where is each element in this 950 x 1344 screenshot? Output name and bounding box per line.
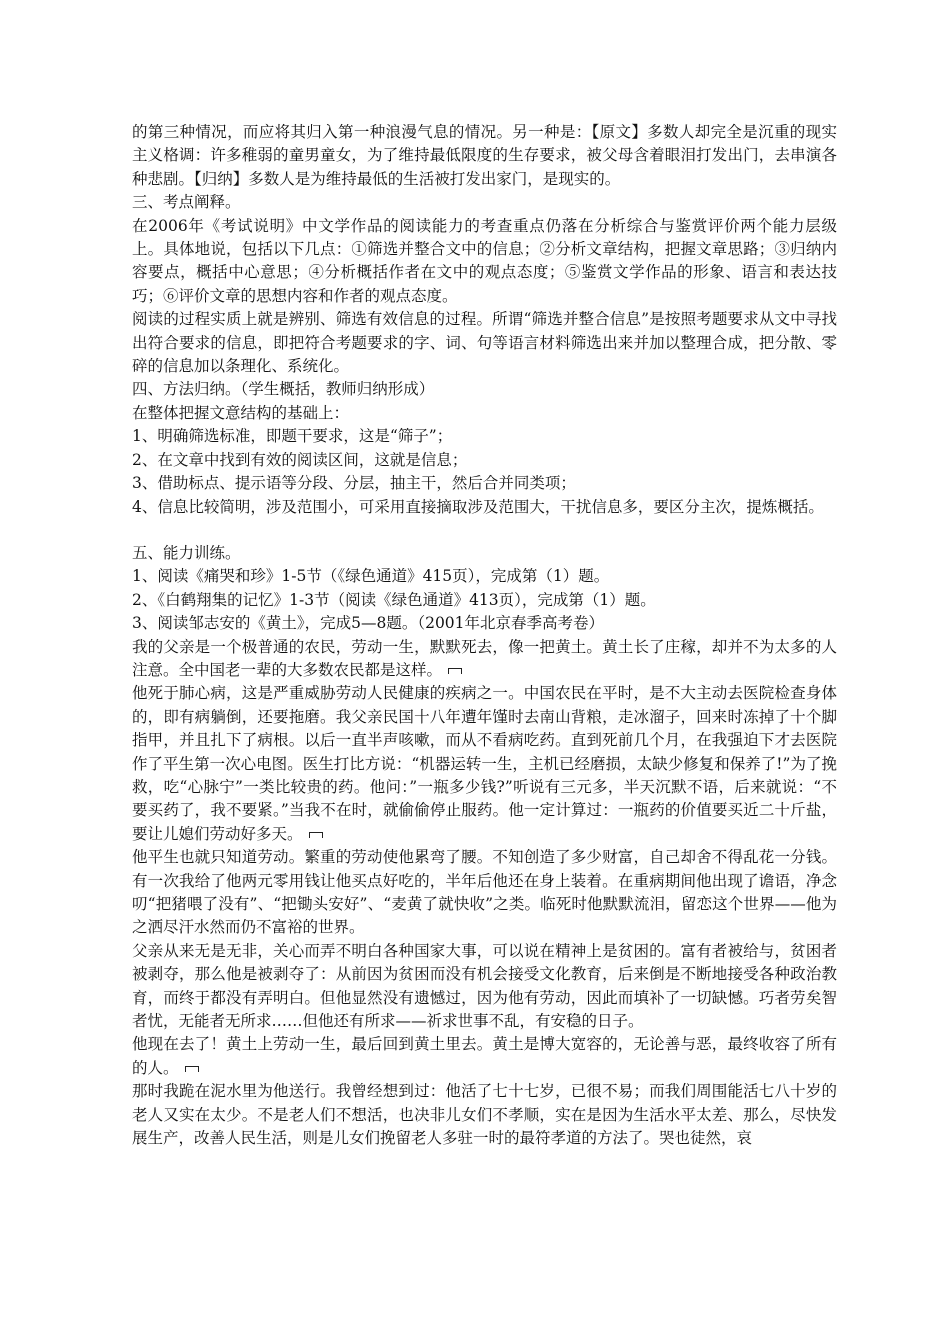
- paragraph: [132, 472, 837, 495]
- paragraph: [132, 425, 837, 448]
- paragraph: [132, 121, 837, 191]
- paragraph: [132, 1080, 837, 1150]
- paragraph-text: 他死于肺心病，这是严重威胁劳动人民健康的疾病之一。中国农民在平时，是不大主动去医院检查身体的，即有病躺倒，还要拖磨。我父亲民国十八年遭年馑时去南山背粮，走冰溜子，回来时冻掉了十个脚指甲，并且扎下了病根。以后一直半声咳嗽，而从不看病吃药。直到死前几个月，在我强迫下才去医院作了平生第一次心电图。医生打比方说：“机器运转一生，主机已经磨损，太缺少修复和保养了!”为了挽救，吃“心脉宁”一类比较贵的药。他问：”一瓶多少钱?”听说有三元多，半天沉默不语，后来就说：“不要买药了，我不要紧。”当我不在时，就偷偷停止服药。他一定计算过：一瓶药的价值要买近二十斤盐，要让儿媳们劳动好多天。: [132, 684, 837, 843]
- paragraph: [132, 612, 837, 635]
- paragraph-text: 1、阅读《痛哭和珍》1-5节（《绿色通道》415页），完成第（1）题。: [132, 567, 610, 586]
- paragraph-text: 父亲从来无是无非，关心而弄不明白各种国家大事，可以说在精神上是贫困的。富有者被给与，贫困者被剥夺，那么他是被剥夺了：从前因为贫困而没有机会接受文化教育，后来倒是不断地接受各种政治教育，而终于都没有弄明白。但他显然没有遗憾过，因为他有劳动，因此而填补了一切缺憾。巧者劳矣智者忧，无能者无所求……但他还有所求——祈求世事不乱，有安稳的日子。: [132, 941, 837, 1031]
- paragraph-text: 2、《白鹤翔集的记忆》1-3节（阅读《绿色通道》413页），完成第（1）题。: [132, 590, 656, 609]
- paragraph: [132, 449, 837, 472]
- paragraph-text: 3、借助标点、提示语等分段、分层，抽主干，然后合并同类项；: [132, 474, 576, 493]
- paragraph: [132, 378, 837, 401]
- paragraph: [132, 589, 837, 612]
- document-page: [132, 121, 837, 1150]
- paragraph: [132, 846, 837, 940]
- paragraph: [132, 215, 837, 309]
- paragraph-text: 1、明确筛选标准，即题干要求，这是“筛子”；: [132, 427, 453, 446]
- paragraph: [132, 1033, 837, 1080]
- paragraph: [132, 682, 837, 846]
- paragraph-text: 4、信息比较简明，涉及范围小，可采用直接摘取涉及范围大，干扰信息多，要区分主次，提炼概括。: [132, 497, 824, 516]
- paragraph-text: 三、考点阐释。: [132, 193, 241, 212]
- paragraph-text: 3、阅读邹志安的《黄土》，完成5—8题。（2001年北京春季高考卷）: [132, 614, 605, 633]
- paragraph-text: 他现在去了！黄土上劳动一生，最后回到黄土里去。黄土是博大宽容的，无论善与恶，最终收容了所有的人。: [132, 1035, 837, 1077]
- paragraph: [132, 940, 837, 1034]
- paragraph-text: 四、方法归纳。（学生概括，教师归纳形成）: [132, 380, 435, 399]
- paragraph: [132, 191, 837, 214]
- paragraph-text: 我的父亲是一个极普通的农民，劳动一生，默默死去，像一把黄土。黄土长了庄稼，却并不为太多的人注意。全中国老一辈的大多数农民都是这样。: [132, 637, 837, 679]
- paragraph-text: 五、能力训练。: [132, 543, 241, 562]
- paragraph-end-mark-icon: [309, 832, 323, 838]
- paragraph-end-mark-icon: [448, 668, 462, 674]
- paragraph-text: 在整体把握文意结构的基础上：: [132, 403, 350, 422]
- paragraph-text: 他平生也就只知道劳动。繁重的劳动使他累弯了腰。不知创造了多少财富，自己却舍不得乱花一分钱。有一次我给了他两元零用钱让他买点好吃的，半年后他还在身上装着。在重病期间他出现了谵语，净念叨“把猪喂了没有”、“把锄头安好”、“麦黄了就快收”之类。临死时他默默流泪，留恋这个世界——他为之洒尽汗水然而仍不富裕的世界。: [132, 848, 837, 937]
- paragraph: [132, 542, 837, 565]
- paragraph-text: 2、在文章中找到有效的阅读区间，这就是信息；: [132, 450, 468, 469]
- paragraph-end-mark-icon: [185, 1066, 199, 1072]
- paragraph: [132, 496, 837, 519]
- paragraph: [132, 565, 837, 588]
- blank-line: [132, 519, 837, 542]
- paragraph: [132, 636, 837, 683]
- paragraph-text: 在2006年《考试说明》中文学作品的阅读能力的考查重点仍落在分析综合与鉴赏评价两个能力层级上。具体地说，包括以下几点：①筛选并整合文中的信息；②分析文章结构，把握文章思路；③归纳内容要点，概括中心意思；④分析概括作者在文中的观点态度；⑤鉴赏文学作品的形象、语言和表达技巧；⑥评价文章的思想内容和作者的观点态度。: [132, 216, 837, 305]
- paragraph-text: 阅读的过程实质上就是辨别、筛选有效信息的过程。所谓“筛选并整合信息”是按照考题要求从文中寻找出符合要求的信息，即把符合考题要求的字、词、句等语言材料筛选出来并加以整理合成，把分散、零碎的信息加以条理化、系统化。: [132, 310, 837, 376]
- paragraph-text: 那时我跪在泥水里为他送行。我曾经想到过：他活了七十七岁，已很不易；而我们周围能活七八十岁的老人又实在太少。不是老人们不想活，也决非儿女们不孝顺，实在是因为生活水平太差、那么，尽快发展生产，改善人民生活，则是儿女们挽留老人多驻一时的最符孝道的方法了。哭也徒然，哀: [132, 1082, 837, 1148]
- paragraph: [132, 402, 837, 425]
- paragraph: [132, 308, 837, 378]
- paragraph-text: 的第三种情况，而应将其归入第一种浪漫气息的情况。另一种是：【原文】多数人却完全是沉重的现实主义格调：许多稚弱的童男童女，为了维持最低限度的生存要求，被父母含着眼泪打发出门，去串演各种悲剧。【归纳】多数人是为维持最低的生活被打发出家门，是现实的。: [132, 123, 837, 188]
